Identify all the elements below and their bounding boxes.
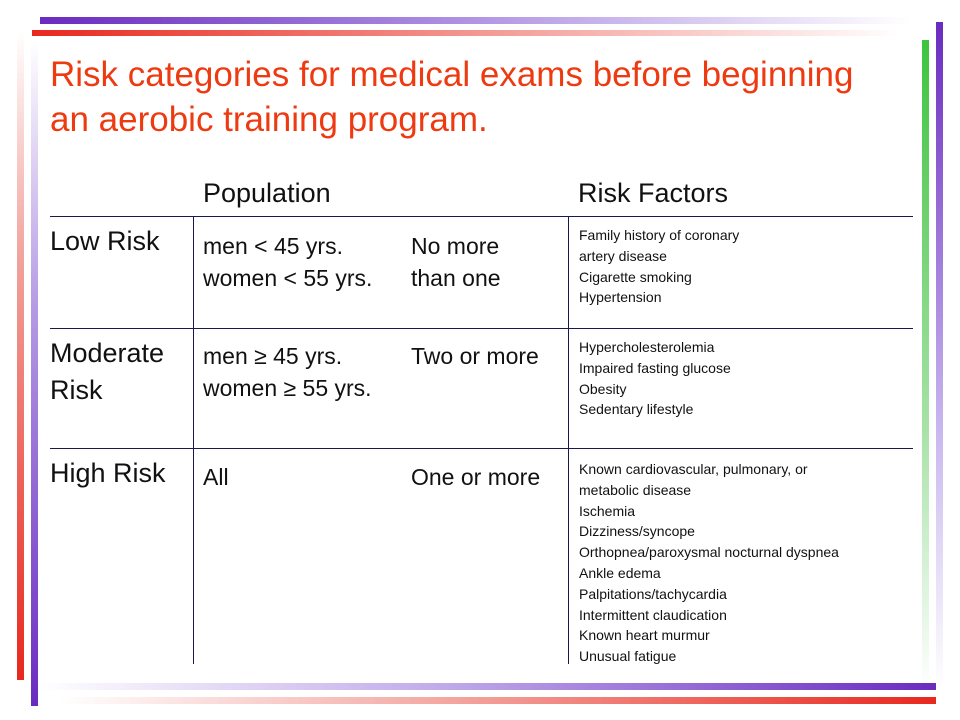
risk-factor-item: Known cardiovascular, pulmonary, or <box>579 461 808 477</box>
factor-count-low-risk <box>411 230 567 294</box>
factor-count-line: Two or more <box>411 343 539 369</box>
column-header-risk-factors: Risk Factors <box>578 178 729 208</box>
frame-bar-top-purple <box>40 17 910 24</box>
category-low-risk: Low Risk <box>50 226 160 256</box>
risk-factor-item: Ischemia <box>579 502 636 519</box>
risk-factor-item: Unusual fatigue <box>579 648 677 665</box>
frame-bar-right-green <box>922 40 929 690</box>
factor-count-moderate-risk <box>411 340 567 372</box>
frame-bar-right-purple <box>936 22 943 690</box>
risk-factor-item: Orthopnea/paroxysmal nocturnal dyspnea <box>579 544 839 561</box>
slide-title: Risk categories for medical exams before beginning an aerobic training program. <box>50 55 854 139</box>
risk-factor-item: Intermittent claudication <box>579 606 727 623</box>
risk-factor-item: metabolic disease <box>579 481 692 498</box>
frame-bar-left-red <box>17 30 24 680</box>
factor-count-line: One or more <box>411 464 541 490</box>
risk-factor-item: Family history of coronary <box>579 227 740 243</box>
table-rule-row-2 <box>50 448 913 449</box>
category-high-risk: High Risk <box>50 458 166 488</box>
risk-factor-item: Hypertension <box>579 289 662 306</box>
risk-factor-item: Sedentary lifestyle <box>579 401 694 418</box>
risk-factor-item: Hypercholesterolemia <box>579 339 715 355</box>
risk-factor-item: Ankle edema <box>579 564 661 581</box>
population-line: women < 55 yrs. <box>203 265 373 291</box>
frame-bar-bottom-purple <box>40 683 936 690</box>
risk-factors-high-risk <box>579 459 919 667</box>
column-header-population: Population <box>203 178 331 208</box>
risk-factor-item: Known heart murmur <box>579 627 710 644</box>
population-line: All <box>203 464 229 490</box>
population-line: men ≥ 45 yrs. <box>203 343 343 369</box>
population-line: women ≥ 55 yrs. <box>203 375 372 401</box>
frame-bar-top-red <box>32 30 902 36</box>
population-moderate-risk <box>203 340 408 404</box>
table-rule-top <box>50 216 913 217</box>
risk-factor-item: Dizziness/syncope <box>579 523 695 540</box>
risk-factors-low-risk <box>579 225 919 308</box>
population-high-risk <box>203 461 408 493</box>
risk-factor-item: Obesity <box>579 380 627 397</box>
population-low-risk <box>203 230 408 294</box>
risk-factor-item: artery disease <box>579 247 667 264</box>
factor-count-high-risk <box>411 461 567 493</box>
factor-count-line: than one <box>411 265 501 291</box>
risk-factors-moderate-risk <box>579 337 919 420</box>
factor-count-line: No more <box>411 233 500 259</box>
table-rule-row-1 <box>50 328 913 329</box>
table-divider-category <box>193 216 194 664</box>
risk-factor-item: Palpitations/tachycardia <box>579 585 727 602</box>
risk-factor-item: Cigarette smoking <box>579 268 692 285</box>
table-divider-factors <box>568 216 569 664</box>
category-moderate-risk: Moderate Risk <box>50 338 165 405</box>
frame-bar-bottom-red <box>60 697 936 704</box>
frame-bar-left-purple <box>31 40 38 706</box>
population-line: men < 45 yrs. <box>203 233 343 259</box>
risk-factor-item: Impaired fasting glucose <box>579 359 731 376</box>
